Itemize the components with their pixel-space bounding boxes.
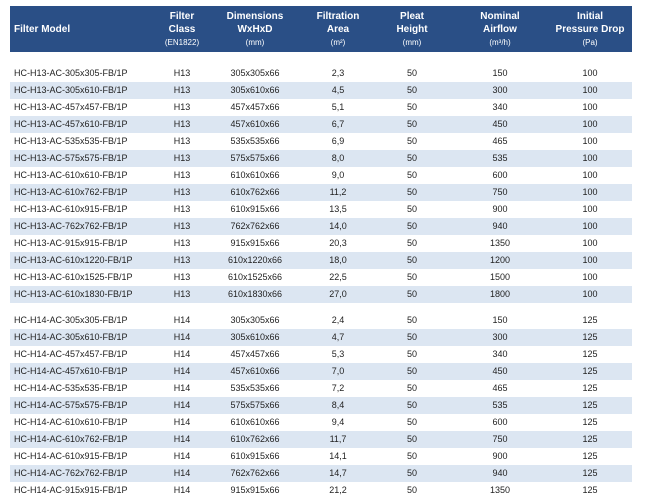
- cell-area: 14,1: [329, 451, 347, 461]
- cell-pleat: 50: [406, 315, 417, 325]
- cell-model: HC-H14-AC-305x305-FB/1P: [14, 315, 128, 325]
- cell-class: H13: [173, 170, 191, 180]
- cell-model: HC-H14-AC-575x575-FB/1P: [14, 400, 128, 410]
- cell-airflow: 465: [492, 383, 508, 393]
- cell-area: 11,2: [329, 187, 347, 197]
- cell-model: HC-H14-AC-915x915-FB/1P: [14, 485, 128, 495]
- cell-class: H13: [173, 238, 191, 248]
- table-row: [10, 465, 632, 482]
- cell-airflow: 900: [492, 204, 508, 214]
- cell-area: 27,0: [329, 289, 347, 299]
- cell-class: H13: [173, 255, 191, 265]
- cell-class: H14: [173, 400, 191, 410]
- cell-airflow: 1350: [489, 485, 511, 495]
- cell-area: 18,0: [329, 255, 347, 265]
- cell-pleat: 50: [406, 400, 417, 410]
- cell-pressure: 100: [582, 221, 598, 231]
- cell-area: 5,3: [331, 349, 345, 359]
- cell-area: 2,3: [331, 68, 345, 78]
- cell-area: 6,7: [331, 119, 345, 129]
- header-filter-class-unit: (EN1822): [164, 37, 200, 47]
- cell-area: 9,0: [331, 170, 345, 180]
- cell-class: H13: [173, 85, 191, 95]
- cell-airflow: 535: [492, 400, 508, 410]
- cell-pressure: 100: [582, 187, 598, 197]
- cell-airflow: 600: [492, 417, 508, 427]
- cell-airflow: 150: [492, 68, 508, 78]
- cell-class: H13: [173, 136, 191, 146]
- cell-area: 21,2: [329, 485, 347, 495]
- cell-model: HC-H13-AC-610x762-FB/1P: [14, 187, 128, 197]
- cell-area: 2,4: [331, 315, 345, 325]
- cell-model: HC-H14-AC-305x610-FB/1P: [14, 332, 128, 342]
- cell-dimensions: 610x610x66: [230, 170, 280, 180]
- cell-pleat: 50: [406, 485, 417, 495]
- cell-pressure: 100: [582, 170, 598, 180]
- header-airflow-unit: (m³/h): [489, 37, 511, 47]
- cell-class: H13: [173, 187, 191, 197]
- cell-pressure: 100: [582, 204, 598, 214]
- table-row: [10, 286, 632, 303]
- cell-model: HC-H13-AC-610x1220-FB/1P: [14, 255, 133, 265]
- header-filter-class-line2: Class: [168, 23, 196, 35]
- header-dimensions-line1: Dimensions: [226, 10, 284, 22]
- cell-pressure: 125: [582, 485, 598, 495]
- header-pleat-line1: Pleat: [400, 10, 424, 22]
- cell-model: HC-H13-AC-457x610-FB/1P: [14, 119, 128, 129]
- cell-model: HC-H13-AC-762x762-FB/1P: [14, 221, 128, 231]
- cell-area: 4,7: [331, 332, 345, 342]
- cell-model: HC-H13-AC-610x1830-FB/1P: [14, 289, 133, 299]
- cell-pleat: 50: [406, 417, 417, 427]
- cell-model: HC-H14-AC-610x915-FB/1P: [14, 451, 128, 461]
- table-row: [10, 116, 632, 133]
- cell-area: 8,4: [331, 400, 345, 410]
- cell-class: H14: [173, 451, 191, 461]
- table-row: [10, 329, 632, 346]
- cell-pleat: 50: [406, 468, 417, 478]
- table-row: [10, 431, 632, 448]
- cell-pleat: 50: [406, 153, 417, 163]
- header-area: [306, 6, 370, 52]
- cell-airflow: 450: [492, 366, 508, 376]
- table-row: [10, 312, 632, 329]
- cell-area: 7,0: [331, 366, 345, 376]
- table-row: [10, 380, 632, 397]
- cell-class: H14: [173, 468, 191, 478]
- cell-model: HC-H13-AC-535x535-FB/1P: [14, 136, 128, 146]
- cell-pleat: 50: [406, 332, 417, 342]
- cell-class: H13: [173, 102, 191, 112]
- cell-pressure: 100: [582, 136, 598, 146]
- table-row: [10, 252, 632, 269]
- cell-model: HC-H14-AC-535x535-FB/1P: [14, 383, 128, 393]
- header-airflow: [462, 6, 538, 52]
- cell-class: H14: [173, 485, 191, 495]
- header-area-line2: Area: [326, 23, 350, 35]
- cell-pleat: 50: [406, 136, 417, 146]
- cell-dimensions: 610x1220x66: [227, 255, 283, 265]
- header-pleat-unit: (mm): [402, 37, 422, 47]
- cell-dimensions: 610x762x66: [230, 187, 280, 197]
- cell-dimensions: 575x575x66: [230, 153, 280, 163]
- header-dimensions-unit: (mm): [245, 37, 265, 47]
- cell-airflow: 465: [492, 136, 508, 146]
- header-filter-model-label: Filter Model: [14, 23, 71, 35]
- cell-dimensions: 305x610x66: [230, 332, 280, 342]
- cell-pleat: 50: [406, 119, 417, 129]
- cell-pleat: 50: [406, 451, 417, 461]
- cell-pleat: 50: [406, 187, 417, 197]
- cell-airflow: 750: [492, 434, 508, 444]
- table-row: [10, 448, 632, 465]
- cell-pressure: 100: [582, 272, 598, 282]
- cell-pressure: 125: [582, 383, 598, 393]
- cell-pleat: 50: [406, 204, 417, 214]
- cell-class: H14: [173, 417, 191, 427]
- cell-dimensions: 535x535x66: [230, 136, 280, 146]
- cell-airflow: 340: [492, 349, 508, 359]
- cell-model: HC-H13-AC-457x457-FB/1P: [14, 102, 128, 112]
- cell-airflow: 1500: [489, 272, 511, 282]
- cell-dimensions: 610x915x66: [230, 204, 280, 214]
- cell-pleat: 50: [406, 170, 417, 180]
- cell-class: H13: [173, 204, 191, 214]
- cell-airflow: 1350: [489, 238, 511, 248]
- cell-dimensions: 610x610x66: [230, 417, 280, 427]
- cell-dimensions: 457x457x66: [230, 102, 280, 112]
- table-row: [10, 397, 632, 414]
- cell-class: H14: [173, 349, 191, 359]
- header-dimensions: [214, 6, 296, 52]
- cell-dimensions: 762x762x66: [230, 468, 280, 478]
- cell-model: HC-H14-AC-457x610-FB/1P: [14, 366, 128, 376]
- cell-dimensions: 457x610x66: [230, 366, 280, 376]
- cell-model: HC-H14-AC-457x457-FB/1P: [14, 349, 128, 359]
- header-pleat-line2: Height: [396, 23, 428, 35]
- cell-dimensions: 305x305x66: [230, 68, 280, 78]
- header-filter-class: [152, 6, 212, 52]
- header-dimensions-line2: WxHxD: [237, 23, 273, 35]
- cell-pressure: 100: [582, 119, 598, 129]
- table-row: [10, 482, 632, 499]
- table-row: [10, 150, 632, 167]
- cell-dimensions: 610x1525x66: [227, 272, 283, 282]
- cell-area: 6,9: [331, 136, 345, 146]
- header-pressure-unit: (Pa): [582, 37, 598, 47]
- cell-pleat: 50: [406, 349, 417, 359]
- cell-dimensions: 457x610x66: [230, 119, 280, 129]
- table-row: [10, 235, 632, 252]
- cell-pressure: 125: [582, 451, 598, 461]
- cell-airflow: 450: [492, 119, 508, 129]
- cell-area: 9,4: [331, 417, 345, 427]
- cell-pressure: 100: [582, 68, 598, 78]
- cell-class: H13: [173, 272, 191, 282]
- cell-pleat: 50: [406, 272, 417, 282]
- cell-pleat: 50: [406, 102, 417, 112]
- cell-dimensions: 610x762x66: [230, 434, 280, 444]
- cell-pleat: 50: [406, 85, 417, 95]
- cell-model: HC-H13-AC-575x575-FB/1P: [14, 153, 128, 163]
- cell-pressure: 125: [582, 468, 598, 478]
- cell-class: H14: [173, 315, 191, 325]
- cell-airflow: 300: [492, 332, 508, 342]
- header-area-unit: (m²): [330, 37, 346, 47]
- header-pleat: [380, 6, 444, 52]
- cell-dimensions: 610x1830x66: [227, 289, 283, 299]
- header-filter-model: [14, 6, 154, 52]
- cell-area: 8,0: [331, 153, 345, 163]
- cell-class: H13: [173, 153, 191, 163]
- cell-model: HC-H13-AC-915x915-FB/1P: [14, 238, 128, 248]
- cell-area: 20,3: [329, 238, 347, 248]
- cell-pressure: 100: [582, 289, 598, 299]
- cell-class: H14: [173, 366, 191, 376]
- cell-pleat: 50: [406, 68, 417, 78]
- cell-pleat: 50: [406, 366, 417, 376]
- table-row: [10, 65, 632, 82]
- table-header: [10, 6, 632, 52]
- cell-pressure: 125: [582, 332, 598, 342]
- cell-airflow: 940: [492, 221, 508, 231]
- cell-area: 11,7: [329, 434, 347, 444]
- header-airflow-line1: Nominal: [480, 10, 520, 22]
- cell-class: H14: [173, 383, 191, 393]
- cell-dimensions: 915x915x66: [230, 485, 280, 495]
- cell-model: HC-H14-AC-762x762-FB/1P: [14, 468, 128, 478]
- cell-pressure: 100: [582, 238, 598, 248]
- cell-area: 14,7: [329, 468, 347, 478]
- cell-pressure: 125: [582, 434, 598, 444]
- cell-airflow: 340: [492, 102, 508, 112]
- cell-airflow: 940: [492, 468, 508, 478]
- cell-dimensions: 762x762x66: [230, 221, 280, 231]
- cell-pleat: 50: [406, 383, 417, 393]
- cell-airflow: 150: [492, 315, 508, 325]
- cell-area: 5,1: [331, 102, 345, 112]
- cell-class: H13: [173, 289, 191, 299]
- table-row: [10, 363, 632, 380]
- cell-pressure: 100: [582, 85, 598, 95]
- header-area-line1: Filtration: [316, 10, 360, 22]
- cell-area: 13,5: [329, 204, 347, 214]
- cell-class: H13: [173, 68, 191, 78]
- group-separator: [10, 303, 632, 312]
- cell-area: 7,2: [331, 383, 345, 393]
- cell-model: HC-H13-AC-610x610-FB/1P: [14, 170, 128, 180]
- table-row: [10, 346, 632, 363]
- header-airflow-line2: Airflow: [483, 23, 517, 35]
- cell-class: H13: [173, 119, 191, 129]
- cell-model: HC-H13-AC-610x1525-FB/1P: [14, 272, 133, 282]
- cell-dimensions: 305x610x66: [230, 85, 280, 95]
- cell-pleat: 50: [406, 238, 417, 248]
- cell-airflow: 1200: [489, 255, 511, 265]
- cell-dimensions: 915x915x66: [230, 238, 280, 248]
- cell-model: HC-H14-AC-610x762-FB/1P: [14, 434, 128, 444]
- header-filter-class-line1: Filter: [169, 10, 195, 22]
- cell-airflow: 750: [492, 187, 508, 197]
- table-row: [10, 99, 632, 116]
- table-row: [10, 201, 632, 218]
- table-row: [10, 167, 632, 184]
- cell-area: 14,0: [329, 221, 347, 231]
- cell-pressure: 125: [582, 366, 598, 376]
- cell-dimensions: 457x457x66: [230, 349, 280, 359]
- cell-airflow: 300: [492, 85, 508, 95]
- cell-pressure: 125: [582, 315, 598, 325]
- cell-class: H13: [173, 221, 191, 231]
- table-row: [10, 414, 632, 431]
- cell-pressure: 100: [582, 255, 598, 265]
- cell-model: HC-H13-AC-610x915-FB/1P: [14, 204, 128, 214]
- table-row: [10, 82, 632, 99]
- cell-pleat: 50: [406, 434, 417, 444]
- cell-class: H14: [173, 434, 191, 444]
- cell-area: 22,5: [329, 272, 347, 282]
- header-pressure-line2: Pressure Drop: [555, 23, 625, 35]
- header-pressure: [548, 6, 632, 52]
- cell-area: 4,5: [331, 85, 345, 95]
- cell-pressure: 125: [582, 400, 598, 410]
- cell-pressure: 125: [582, 417, 598, 427]
- table-body: [10, 65, 632, 499]
- cell-model: HC-H14-AC-610x610-FB/1P: [14, 417, 128, 427]
- cell-pleat: 50: [406, 255, 417, 265]
- cell-dimensions: 535x535x66: [230, 383, 280, 393]
- cell-airflow: 1800: [489, 289, 511, 299]
- cell-class: H14: [173, 332, 191, 342]
- cell-model: HC-H13-AC-305x610-FB/1P: [14, 85, 128, 95]
- cell-dimensions: 305x305x66: [230, 315, 280, 325]
- cell-airflow: 600: [492, 170, 508, 180]
- table-row: [10, 133, 632, 150]
- cell-pleat: 50: [406, 289, 417, 299]
- cell-pressure: 100: [582, 153, 598, 163]
- cell-pleat: 50: [406, 221, 417, 231]
- cell-dimensions: 575x575x66: [230, 400, 280, 410]
- table-row: [10, 269, 632, 286]
- cell-airflow: 900: [492, 451, 508, 461]
- table-row: [10, 184, 632, 201]
- cell-model: HC-H13-AC-305x305-FB/1P: [14, 68, 128, 78]
- table-row: [10, 218, 632, 235]
- cell-pressure: 100: [582, 102, 598, 112]
- header-pressure-line1: Initial: [576, 10, 604, 22]
- cell-airflow: 535: [492, 153, 508, 163]
- cell-pressure: 125: [582, 349, 598, 359]
- cell-dimensions: 610x915x66: [230, 451, 280, 461]
